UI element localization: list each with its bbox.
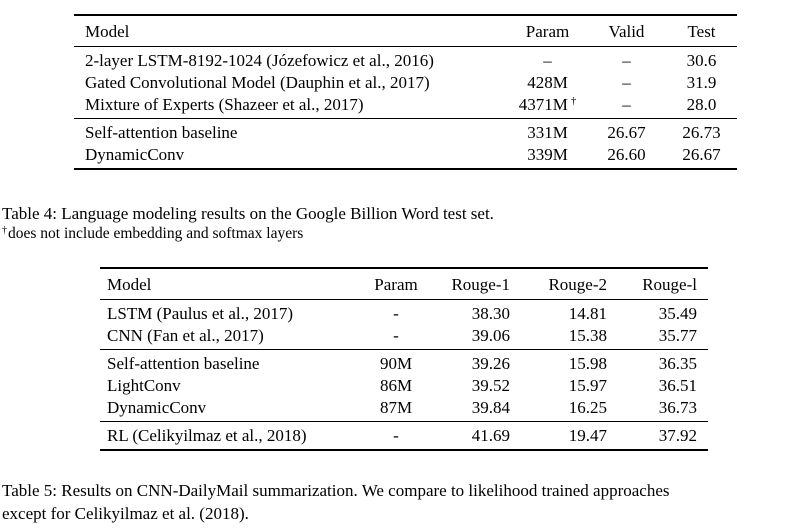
rouge2-cell: 16.25 [568, 398, 607, 417]
dagger-icon: † [2, 225, 7, 236]
param-cell: - [393, 326, 399, 345]
model-cell: Gated Convolutional Model (Dauphin et al., 2017) [85, 73, 430, 92]
table-4-caption: Table 4: Language modeling results on the Google Billion Word test set. [2, 204, 494, 223]
column-header-rougel: Rouge-l [642, 275, 697, 294]
table-row [74, 72, 737, 94]
table-5-group-rl [100, 422, 708, 451]
column-header-rouge1: Rouge-1 [451, 275, 510, 294]
table-5 [100, 267, 708, 451]
param-cell: 87M [379, 398, 413, 417]
table-row [100, 325, 708, 350]
column-header-param: Param [374, 275, 418, 294]
table-row [100, 375, 708, 397]
rougel-cell: 37.92 [658, 426, 697, 445]
param-cell: - [393, 426, 399, 445]
rouge1-cell: 38.30 [471, 304, 510, 323]
param-value: 4371M [518, 95, 568, 114]
column-header-rouge2: Rouge-2 [548, 275, 607, 294]
param-cell: 331M [527, 123, 568, 142]
param-cell [508, 94, 587, 119]
rouge2-cell: 15.98 [568, 354, 607, 373]
caption-line-2: except for Celikyilmaz et al. (2018). [2, 504, 249, 523]
rougel-cell: 36.73 [658, 398, 697, 417]
model-cell: DynamicConv [85, 145, 185, 164]
rougel-cell: 36.51 [658, 376, 697, 395]
model-cell: Mixture of Experts (Shazeer et al., 2017) [85, 95, 364, 114]
test-cell: 26.67 [682, 145, 721, 164]
model-cell: DynamicConv [107, 398, 207, 417]
table-row [100, 397, 708, 422]
rouge1-cell: 39.52 [471, 376, 510, 395]
rouge1-cell: 39.84 [471, 398, 510, 417]
table-row [74, 119, 737, 144]
param-cell: 339M [527, 145, 568, 164]
rouge2-cell: 15.38 [568, 326, 607, 345]
column-header-model: Model [85, 22, 130, 41]
table-4 [74, 14, 737, 170]
model-cell: 2-layer LSTM-8192-1024 (Józefowicz et al., 2016) [85, 51, 434, 70]
rougel-cell: 35.49 [658, 304, 697, 323]
table-5-grid [100, 267, 708, 451]
model-cell: LSTM (Paulus et al., 2017) [107, 304, 294, 323]
model-cell: RL (Celikyilmaz et al., 2018) [107, 426, 307, 445]
param-cell: – [543, 51, 552, 70]
table-row [74, 94, 737, 119]
table-4-group-this-work [74, 119, 737, 170]
model-cell: LightConv [107, 376, 181, 395]
column-header-param: Param [525, 22, 570, 41]
table-5-group-this-work [100, 350, 708, 422]
model-cell: Self-attention baseline [85, 123, 238, 142]
rouge1-cell: 41.69 [471, 426, 510, 445]
dagger-icon: † [570, 95, 577, 107]
rouge2-cell: 19.47 [568, 426, 607, 445]
table-row [100, 300, 708, 325]
table-4-header [74, 15, 737, 47]
table-5-header [100, 268, 708, 300]
valid-cell: 26.60 [607, 145, 646, 164]
test-cell: 26.73 [682, 123, 721, 142]
table-row [74, 144, 737, 170]
valid-cell: 26.67 [607, 123, 646, 142]
table-5-group-prior-work [100, 300, 708, 350]
valid-cell: – [622, 51, 631, 70]
model-cell: Self-attention baseline [107, 354, 260, 373]
param-cell: 86M [379, 376, 413, 395]
param-cell: 90M [379, 354, 413, 373]
table-4-grid [74, 14, 737, 170]
column-header-model: Model [107, 275, 152, 294]
rouge1-cell: 39.26 [471, 354, 510, 373]
header-row [74, 15, 737, 47]
test-cell: 31.9 [686, 73, 717, 92]
table-4-group-prior-work [74, 47, 737, 119]
rougel-cell: 36.35 [658, 354, 697, 373]
column-header-valid: Valid [608, 22, 645, 41]
table-5-caption [2, 479, 804, 525]
param-cell: 428M [527, 73, 568, 92]
column-header-test: Test [687, 22, 716, 41]
model-cell: CNN (Fan et al., 2017) [107, 326, 264, 345]
table-row [100, 422, 708, 451]
rouge2-cell: 15.97 [568, 376, 607, 395]
test-cell: 30.6 [686, 51, 717, 70]
header-row [100, 268, 708, 300]
param-cell: - [393, 304, 399, 323]
rougel-cell: 35.77 [658, 326, 697, 345]
table-4-footnote [2, 224, 303, 244]
rouge1-cell: 39.06 [471, 326, 510, 345]
table-row [100, 350, 708, 375]
test-cell: 28.0 [686, 95, 717, 114]
valid-cell: – [622, 95, 631, 114]
table-row [74, 47, 737, 72]
valid-cell: – [622, 73, 631, 92]
caption-line-1: Table 5: Results on CNN-DailyMail summarization. We compare to likelihood trained approaches [2, 481, 670, 500]
rouge2-cell: 14.81 [568, 304, 607, 323]
footnote-text: does not include embedding and softmax layers [8, 225, 304, 242]
